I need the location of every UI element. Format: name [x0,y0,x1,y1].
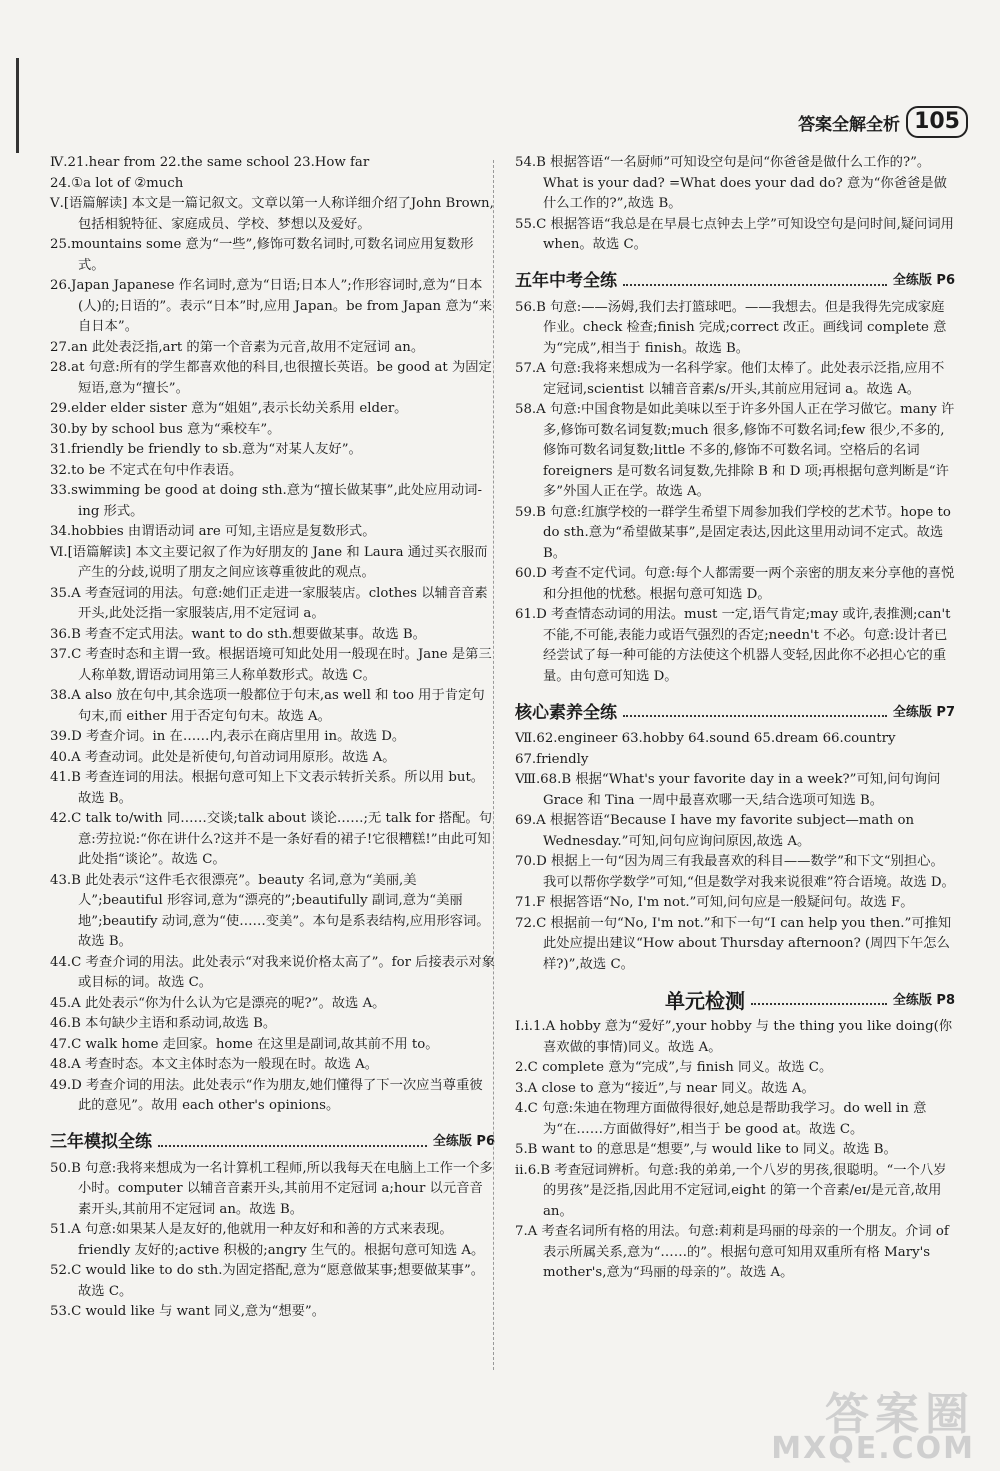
answer-item: 59.B 句意:红旗学校的一群学生希望下周参加我们学校的艺术节。hope to do sth.意为“希望做某事”,是固定表达,因此这里用动词不定式。故选 B。 [515,504,951,561]
section-header [515,262,955,292]
answer-item: 37.C 考查时态和主谓一致。根据语境可知此处用一般现在时。Jane 是第三人称单数,谓语动词用第三人称单数形式。故选 C。 [50,647,492,683]
answer-item: 39.D 考查介词。in 在……内,表示在商店里用 in。故选 D。 [50,729,406,744]
answer-item: 24.①a lot of ②much [50,175,184,191]
answer-item: 29.elder elder sister 意为“姐姐”,表示长幼关系用 elder。 [50,401,408,416]
answer-item: 7.A 考查名词所有格的用法。句意:莉莉是玛丽的母亲的一个朋友。介词 of 表示所属关系,意为“……的”。根据句意可知用双重所有格 Mary's mother's,意为“玛丽的母亲的”。故选 A。 [515,1224,949,1280]
right-column [515,153,955,1284]
answer-item: 52.C would like to do sth.为固定搭配,意为“愿意做某事;想要做某事”。故选 C。 [50,1263,485,1299]
dot-leader [158,1145,427,1147]
answer-item: 3.A close to 意为“接近”,与 near 同义。故选 A。 [515,1080,815,1096]
answer-item: 43.B 此处表示“这件毛衣很漂亮”。beauty 名词,意为“美丽,美人”;beautiful 形容词,意为“漂亮的”;beautifully 副词,意为“美丽地”;beautify 动词,意为“使……变美”。本句是系表结构,应用形容词。故选 B。 [50,872,490,949]
section-header [515,693,955,723]
answer-item: 35.A 考查冠词的用法。句意:她们正走进一家服装店。clothes 以辅音音素开头,此处泛指一家服装店,用不定冠词 a。 [50,585,488,621]
dot-leader [623,284,887,286]
answer-item: 2.C complete 意为“完成”,与 finish 同义。故选 C。 [515,1060,833,1075]
left-column [50,153,495,1323]
answer-item: 57.A 句意:我将来想成为一名科学家。他们太棒了。此处表示泛指,应用不定冠词,scientist 以辅音音素/s/开头,其前应用冠词 a。故选 A。 [515,361,945,397]
answer-item: 54.B 根据答语“一名厨师”可知设空句是问“你爸爸是做什么工作的?”。What is your dad? =What does your dad do? 意为“你爸爸是做什么工作的?”,故选 B。 [515,155,947,211]
section-header [50,1123,495,1153]
section-title: 单元检测 [665,988,745,1013]
margin-binding-mark [16,58,19,153]
section-title: 五年中考全练 [515,271,617,291]
dot-leader [751,1003,887,1005]
answer-item: 46.B 本句缺少主语和系动词,故选 B。 [50,1016,277,1031]
answer-item: 44.C 考查介词的用法。此处表示“对我来说价格太高了”。for 后接表示对象或目标的词。故选 C。 [50,954,495,990]
answer-item: 55.C 根据答语“我总是在早晨七点钟去上学”可知设空句是问时间,疑问词用 when。故选 C。 [515,216,954,252]
answer-item: 71.F 根据答语“No, I'm not.”可知,问句应是一般疑问句。故选 F。 [515,895,914,910]
answer-item: ⅱ.6.B 考查冠词辨析。句意:我的弟弟,一个八岁的男孩,很聪明。“一个八岁的男孩”是泛指,因此用不定冠词,eight 的第一个音素/eɪ/是元音,故用 an。 [515,1162,947,1219]
answer-item: 61.D 考查情态动词的用法。must 一定,语气肯定;may 或许,表推测;can't 不能,不可能,表能力或语气强烈的否定;needn't 不必。句意:设计者已经尝试了每一种可能的方法使这个机器人变轻,因此你不必担心它的重量。由句意可知选 D。 [515,607,951,684]
answer-item: 28.at 句意:所有的学生都喜欢他的科目,也很擅长英语。be good at 为固定短语,意为“擅长”。 [50,360,492,396]
answer-item: 40.A 考查动词。此处是祈使句,句首动词用原形。故选 A。 [50,749,396,765]
answer-item: 34.hobbies 由谓语动词 are 可知,主语应是复数形式。 [50,524,376,539]
answer-item: Ⅵ.[语篇解读] 本文主要记叙了作为好朋友的 Jane 和 Laura 通过买衣服而产生的分歧,说明了朋友之间应该尊重彼此的观点。 [50,544,488,580]
answer-item: 32.to be 不定式在句中作表语。 [50,462,243,478]
header-title: 答案全解全析 [798,114,901,135]
answer-item: Ⅴ.[语篇解读] 本文是一篇记叙文。文章以第一人称详细介绍了John Brown,包括相貌特征、家庭成员、学校、梦想以及爱好。 [50,196,494,232]
answer-item: 58.A 句意:中国食物是如此美味以至于许多外国人正在学习做它。many 许多,修饰可数名词复数;much 很多,修饰不可数名词;few 很少,不多的,修饰可数名词复数;little 不多的,修饰不可数名词。空格后的名词 foreigners 是可数名词复数,先排除 B 和 D 项;再根据句意判断是“许多”外国人正在学。故选 A。 [515,402,955,499]
section-page-ref: 全练版 P7 [892,704,955,720]
answer-item: 27.an 此处表泛指,art 的第一个音素为元音,故用不定冠词 an。 [50,339,425,355]
answer-item: 72.C 根据前一句“No, I'm not.”和下一句“I can help you then.”可推知此处应提出建议“How about Thursday afternoon? (周四下午怎么样?)”,故选 C。 [515,915,952,972]
answer-item: 48.A 考查时态。本文主体时态为一般现在时。故选 A。 [50,1057,379,1072]
answer-item: 5.B want to 的意思是“想要”,与 would like to 同义。故选 B。 [515,1142,897,1157]
answer-item: 4.C 句意:朱迪在物理方面做得很好,她总是帮助我学习。do well in 意为“在……方面做得好”,相当于 be good at。故选 C。 [515,1101,927,1137]
section-page-ref: 全练版 P6 [892,273,955,288]
page-header [798,97,968,147]
answer-item: 56.B 句意:——汤姆,我们去打篮球吧。——我想去。但是我得先完成家庭作业。check 检查;finish 完成;correct 改正。画线词 complete 意为“完成”,相当于 finish。故选 B。 [515,299,947,356]
answer-item: 36.B 考查不定式用法。want to do sth.想要做某事。故选 B。 [50,626,426,642]
section-page-ref: 全练版 P8 [892,992,955,1008]
answer-item: 42.C talk to/with 同……交谈;talk about 谈论……;无 talk for 搭配。句意:劳拉说:“你在讲什么?这并不是一条好看的裙子!它很糟糕!”由此可知此处指“谈论”。故选 C。 [50,811,492,867]
section-title: 核心素养全练 [515,702,617,723]
answer-item: 69.A 根据答语“Because I have my favorite subject—math on Wednesday.”可知,问句应询问原因,故选 A。 [515,813,915,849]
answer-item: 70.D 根据上一句“因为周三有我最喜欢的科目——数学”和下文“别担心。我可以帮你学数学”可知,“但是数学对我来说很难”符合语境。故选 D。 [515,854,955,890]
answer-item: 60.D 考查不定代词。句意:每个人都需要一两个亲密的朋友来分享他的喜悦和分担他的忧愁。根据句意可知选 D。 [515,566,955,602]
answer-item: 67.friendly [515,751,589,767]
answer-item: 47.C walk home 走回家。home 在这里是副词,故其前不用 to。 [50,1036,439,1052]
column-divider [493,160,494,1370]
section-title: 三年模拟全练 [50,1132,152,1152]
answer-item: 49.D 考查介词的用法。此处表示“作为朋友,她们懂得了下一次应当尊重彼此的意见”。故用 each other's opinions。 [50,1077,483,1113]
dot-leader [623,715,887,717]
page-number: 105 [906,106,968,138]
answer-item: 25.mountains some 意为“一些”,修饰可数名词时,可数名词应用复数形式。 [50,237,474,273]
watermark-site: MXQE.COM [771,1431,975,1466]
answer-item: 53.C would like 与 want 同义,意为“想要”。 [50,1304,326,1319]
answer-item: 31.friendly be friendly to sb.意为“对某人友好”。 [50,442,362,457]
answer-item: 51.A 句意:如果某人是友好的,他就用一种友好和和善的方式来表现。friendly 友好的;active 积极的;angry 生气的。根据句意可知选 A。 [50,1222,485,1258]
answer-item: 33.swimming be good at doing sth.意为“擅长做某事”,此处应用动词-ing 形式。 [50,483,482,519]
answer-item: Ⅳ.21.hear from 22.the same school 23.How far [50,155,370,170]
answer-item: Ⅰ.ⅰ.1.A hobby 意为“爱好”,your hobby 与 the thing you like doing(你喜欢做的事情)同义。故选 A。 [515,1019,953,1055]
answer-item: 38.A also 放在句中,其余选项一般都位于句末,as well 和 too 用于肯定句句末,而 either 用于否定句句末。故选 A。 [50,688,485,724]
answer-item: 26.Japan Japanese 作名词时,意为“日语;日本人”;作形容词时,意为“日本(人)的;日语的”。表示“日本”时,应用 Japan。be from Japan 意为“来自日本”。 [50,278,493,334]
section-page-ref: 全练版 P6 [432,1134,495,1149]
answer-item: 45.A 此处表示“你为什么认为它是漂亮的呢?”。故选 A。 [50,995,386,1011]
answer-item: 50.B 句意:我将来想成为一名计算机工程师,所以我每天在电脑上工作一个多小时。computer 以辅音音素开头,其前用不定冠词 a;hour 以元音音素开头,其前用不定冠词 an。故选 B。 [50,1160,493,1217]
answer-item: Ⅶ.62.engineer 63.hobby 64.sound 65.dream 66.country [515,731,896,746]
answer-item: 41.B 考查连词的用法。根据句意可知上下文表示转折关系。所以用 but。故选 B。 [50,770,485,806]
answer-item: Ⅷ.68.B 根据“What's your favorite day in a week?”可知,问句询问 Grace 和 Tina 一周中最喜欢哪一天,结合选项可知选 B。 [515,772,941,808]
watermark-main: 答案圈 [825,1389,975,1440]
answer-item: 30.by by school bus 意为“乘校车”。 [50,421,281,437]
section-header [515,981,955,1011]
watermark [771,1389,975,1466]
